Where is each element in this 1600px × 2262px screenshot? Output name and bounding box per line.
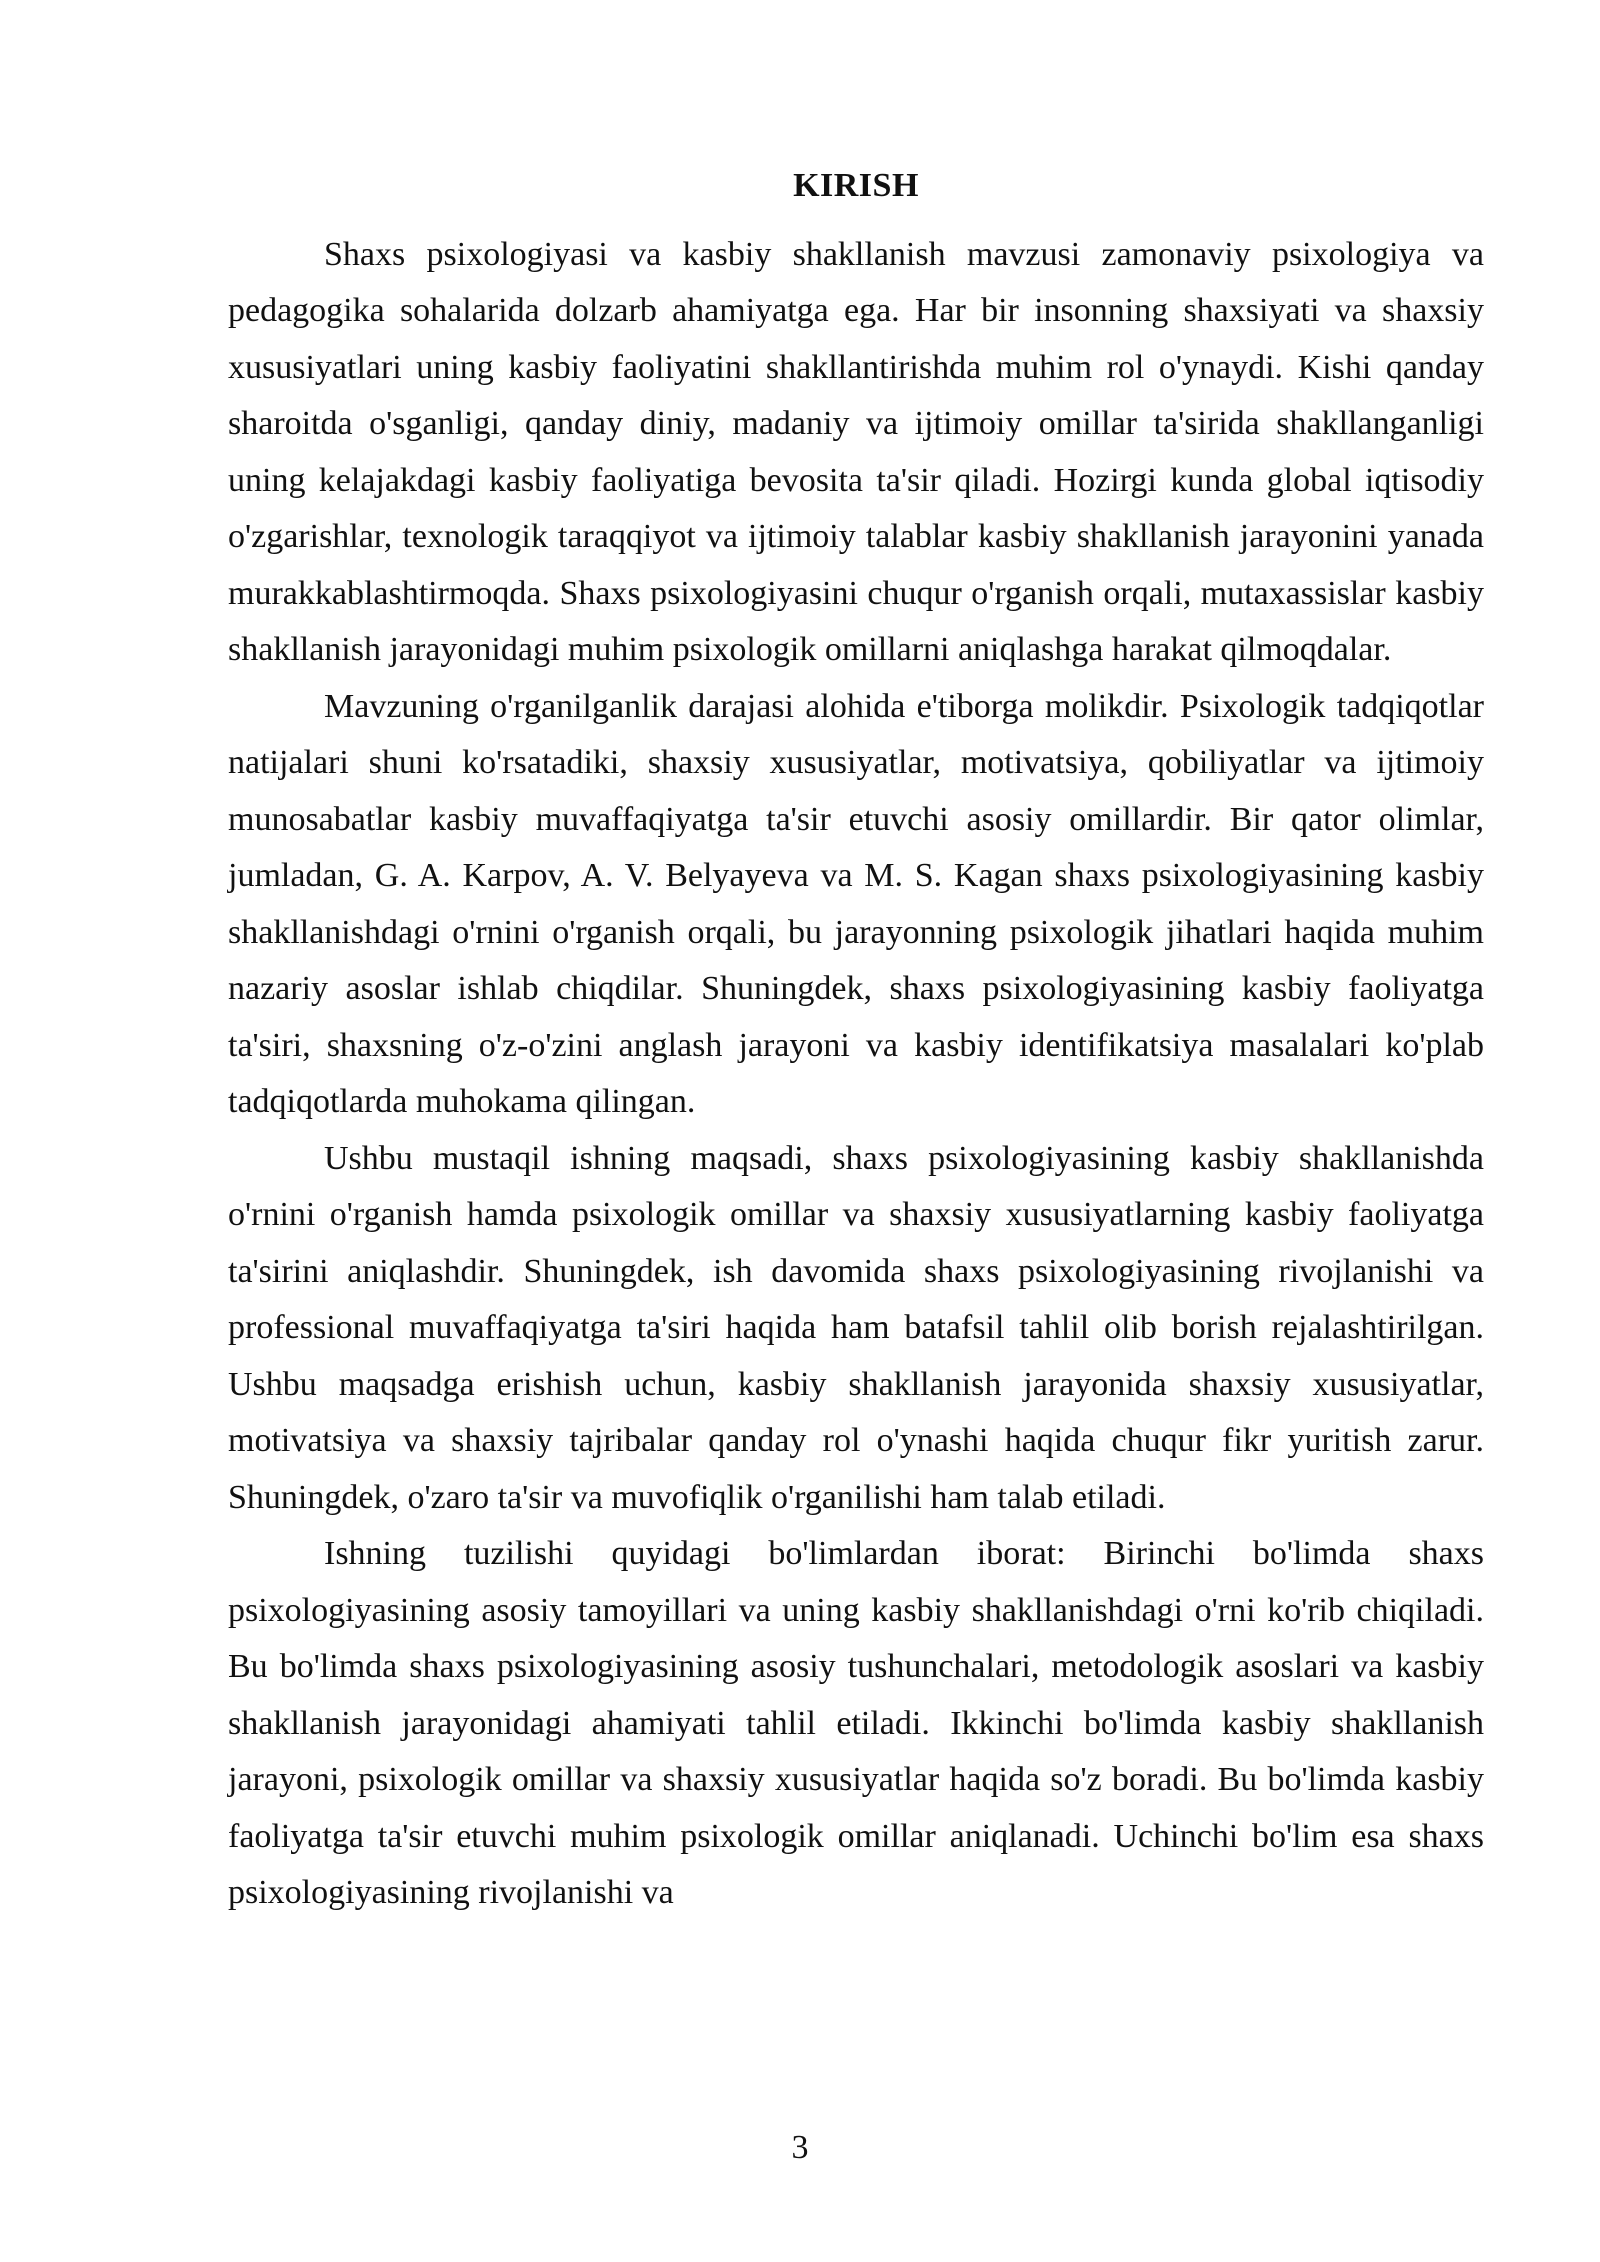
section-title: KIRISH — [793, 167, 919, 204]
paragraph-structure: Ishning tuzilishi quyidagi bo'limlardan iborat: Birinchi bo'limda shaxs psixologiyasining asosiy tamoyillari va uning kasbiy shakllanishdagi o'rni ko'rib chiqiladi. Bu bo'limda shaxs psixologiyasining asosiy tushunchalari, metodologik asoslari va kasbiy shakllanish jarayonidagi ahamiyati tahlil etiladi. Ikkinchi bo'limda kasbiy shakllanish jarayoni, psixologik omillar va shaxsiy xususiyatlar haqida so'z boradi. Bu bo'limda kasbiy faoliyatga ta'sir etuvchi muhim psixologik omillar aniqlanadi. Uchinchi bo'lim esa shaxs psixologiyasining rivojlanishi va — [228, 1535, 1484, 1911]
paragraph-introduction: Shaxs psixologiyasi va kasbiy shakllanish mavzusi zamonaviy psixologiya va pedagogika sohalarida dolzarb ahamiyatga ega. Har bir insonning shaxsiyati va shaxsiy xususiyatlari uning kasbiy faoliyatini shakllantirishda muhim rol o'ynaydi. Kishi qanday sharoitda o'sganligi, qanday diniy, madaniy va ijtimoiy omillar ta'sirida shakllanganligi uning kelajakdagi kasbiy faoliyatiga bevosita ta'sir qiladi. Hozirgi kunda global iqtisodiy o'zgarishlar, texnologik taraqqiyot va ijtimoiy talablar kasbiy shakllanish jarayonini yanada murakkablashtirmoqda. Shaxs psixologiyasini chuqur o'rganish orqali, mutaxassislar kasbiy shakllanish jarayonidagi muhim psixologik omillarni aniqlashga harakat qilmoqdalar. — [228, 235, 1484, 668]
page-content — [228, 158, 1484, 1922]
page-number: 3 — [791, 2129, 809, 2166]
paragraph-aim: Ushbu mustaqil ishning maqsadi, shaxs psixologiyasining kasbiy shakllanishda o'rnini o'rganish hamda psixologik omillar va shaxsiy xususiyatlarning kasbiy faoliyatga ta'sirini aniqlashdir. Shuningdek, ish davomida shaxs psixologiyasining rivojlanishi va professional muvaffaqiyatga ta'siri haqida ham batafsil tahlil olib borish rejalashtirilgan. Ushbu maqsadga erishish uchun, kasbiy shakllanish jarayonida shaxsiy xususiyatlar, motivatsiya va shaxsiy tajribalar qanday rol o'ynashi haqida chuqur fikr yuritish zarur. Shuningdek, o'zaro ta'sir va muvofiqlik o'rganilishi ham talab etiladi. — [228, 1139, 1484, 1516]
paragraph-research-degree: Mavzuning o'rganilganlik darajasi alohida e'tiborga molikdir. Psixologik tadqiqotlar natijalari shuni ko'rsatadiki, shaxsiy xususiyatlar, motivatsiya, qobiliyatlar va ijtimoiy munosabatlar kasbiy muvaffaqiyatga ta'sir etuvchi asosiy omillardir. Bir qator olimlar, jumladan, G. A. Karpov, A. V. Belyayeva va M. S. Kagan shaxs psixologiyasining kasbiy shakllanishdagi o'rnini o'rganish orqali, bu jarayonning psixologik jihatlari haqida muhim nazariy asoslar ishlab chiqdilar. Shuningdek, shaxs psixologiyasining kasbiy faoliyatga ta'siri, shaxsning o'z-o'zini anglash jarayoni va kasbiy identifikatsiya masalalari ko'plab tadqiqotlarda muhokama qilingan. — [228, 687, 1484, 1120]
